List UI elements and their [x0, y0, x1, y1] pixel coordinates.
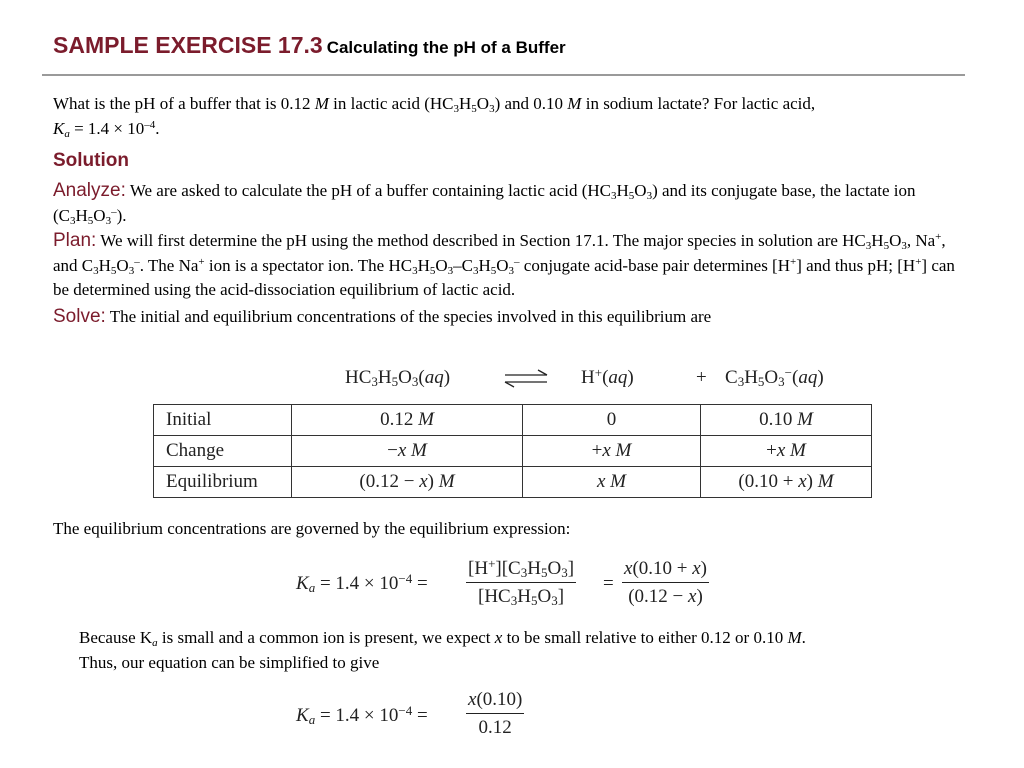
- table-cell: (0.12 − x) M: [292, 467, 523, 498]
- table-row: [154, 436, 872, 467]
- because-text: Because $K_a$ is small and a common ion is present, we expect x to be small relative to either 0.12 or 0.10 M. Thus, our equation can be simplified to give: [79, 628, 806, 672]
- table-cell: −x M: [292, 436, 523, 467]
- plan-label: Plan:: [53, 230, 97, 251]
- table-row: [154, 405, 872, 436]
- slide-header: [53, 32, 566, 59]
- solution-heading: Solution: [53, 150, 129, 171]
- table-cell: 0: [523, 405, 701, 436]
- table-cell: (0.10 + x) M: [701, 467, 872, 498]
- table-cell: +x M: [523, 436, 701, 467]
- equilibrium-arrows-icon: [503, 369, 549, 389]
- ka-equals: =: [603, 573, 614, 594]
- table-row: [154, 467, 872, 498]
- table-cell: 0.10 M: [701, 405, 872, 436]
- ka-lhs: $K_a = 1.4 \times 10^{-4}$ =: [296, 571, 428, 595]
- analyze-paragraph: Analyze: We are asked to calculate the pH of a buffer containing lactic acid $(HC_3H_5O_3)$ and its conjugate base, the lactate ion $(C_3H_5O_3^-)$.: [53, 180, 916, 227]
- equation-product-hydrogen: H+(aq): [581, 365, 634, 388]
- ka-fraction-x: $\frac{x(0.10 + x)}{(0.12 - x)}$: [624, 558, 707, 607]
- row-label: Change: [154, 436, 292, 467]
- table-cell: +x M: [701, 436, 872, 467]
- equation-product-lactate: $C_3H_5O_3^-(aq)$: [725, 365, 824, 389]
- plan-paragraph: Plan: We will first determine the pH using the method described in Section 17.1. The major species in solution are $HC_3H_5O_3$, Na+, and $C_3H_5O_3^-$. The Na+ ion is a spectator ion. The $HC_3H_5O_3-C_3H_5O_3^-$ conjugate acid-base pair determines [H+] and thus pH; [H+] can be determined using the acid-dissociation equilibrium of lactic acid.: [53, 230, 955, 299]
- row-label: Equilibrium: [154, 467, 292, 498]
- ka-fraction-concentrations: $\frac{[H^+][C_3H_5O_3]}{[HC_3H_5O_3]}$: [468, 556, 575, 608]
- simplified-lhs: $K_a = 1.4 \times 10^{-4}$ =: [296, 703, 428, 727]
- equation-reactant: $HC_3H_5O_3(aq)$: [345, 367, 451, 389]
- equilibrium-equation: [0, 367, 1024, 395]
- table-cell: x M: [523, 467, 701, 498]
- solve-label: Solve:: [53, 306, 106, 327]
- equation-plus: +: [696, 367, 707, 388]
- slide-title: SAMPLE EXERCISE 17.3: [53, 32, 323, 58]
- solve-paragraph: Solve: The initial and equilibrium concentrations of the species involved in this equilibrium are: [53, 306, 712, 327]
- header-divider: [42, 74, 965, 76]
- question-text: What is the pH of a buffer that is 0.12 M in lactic acid $(HC_3H_5O_3)$ and 0.10 M in sodium lactate? For lactic acid, $K_a = 1.4 \times 10^{-4}$.: [53, 94, 816, 140]
- analyze-label: Analyze:: [53, 180, 126, 201]
- simplified-fraction: $\frac{x(0.10)}{0.12}$: [468, 689, 523, 738]
- table-cell: 0.12 M: [292, 405, 523, 436]
- row-label: Initial: [154, 405, 292, 436]
- slide-subtitle: Calculating the pH of a Buffer: [326, 38, 566, 57]
- governed-text: The equilibrium concentrations are governed by the equilibrium expression:: [53, 519, 571, 538]
- ice-table: [153, 404, 872, 498]
